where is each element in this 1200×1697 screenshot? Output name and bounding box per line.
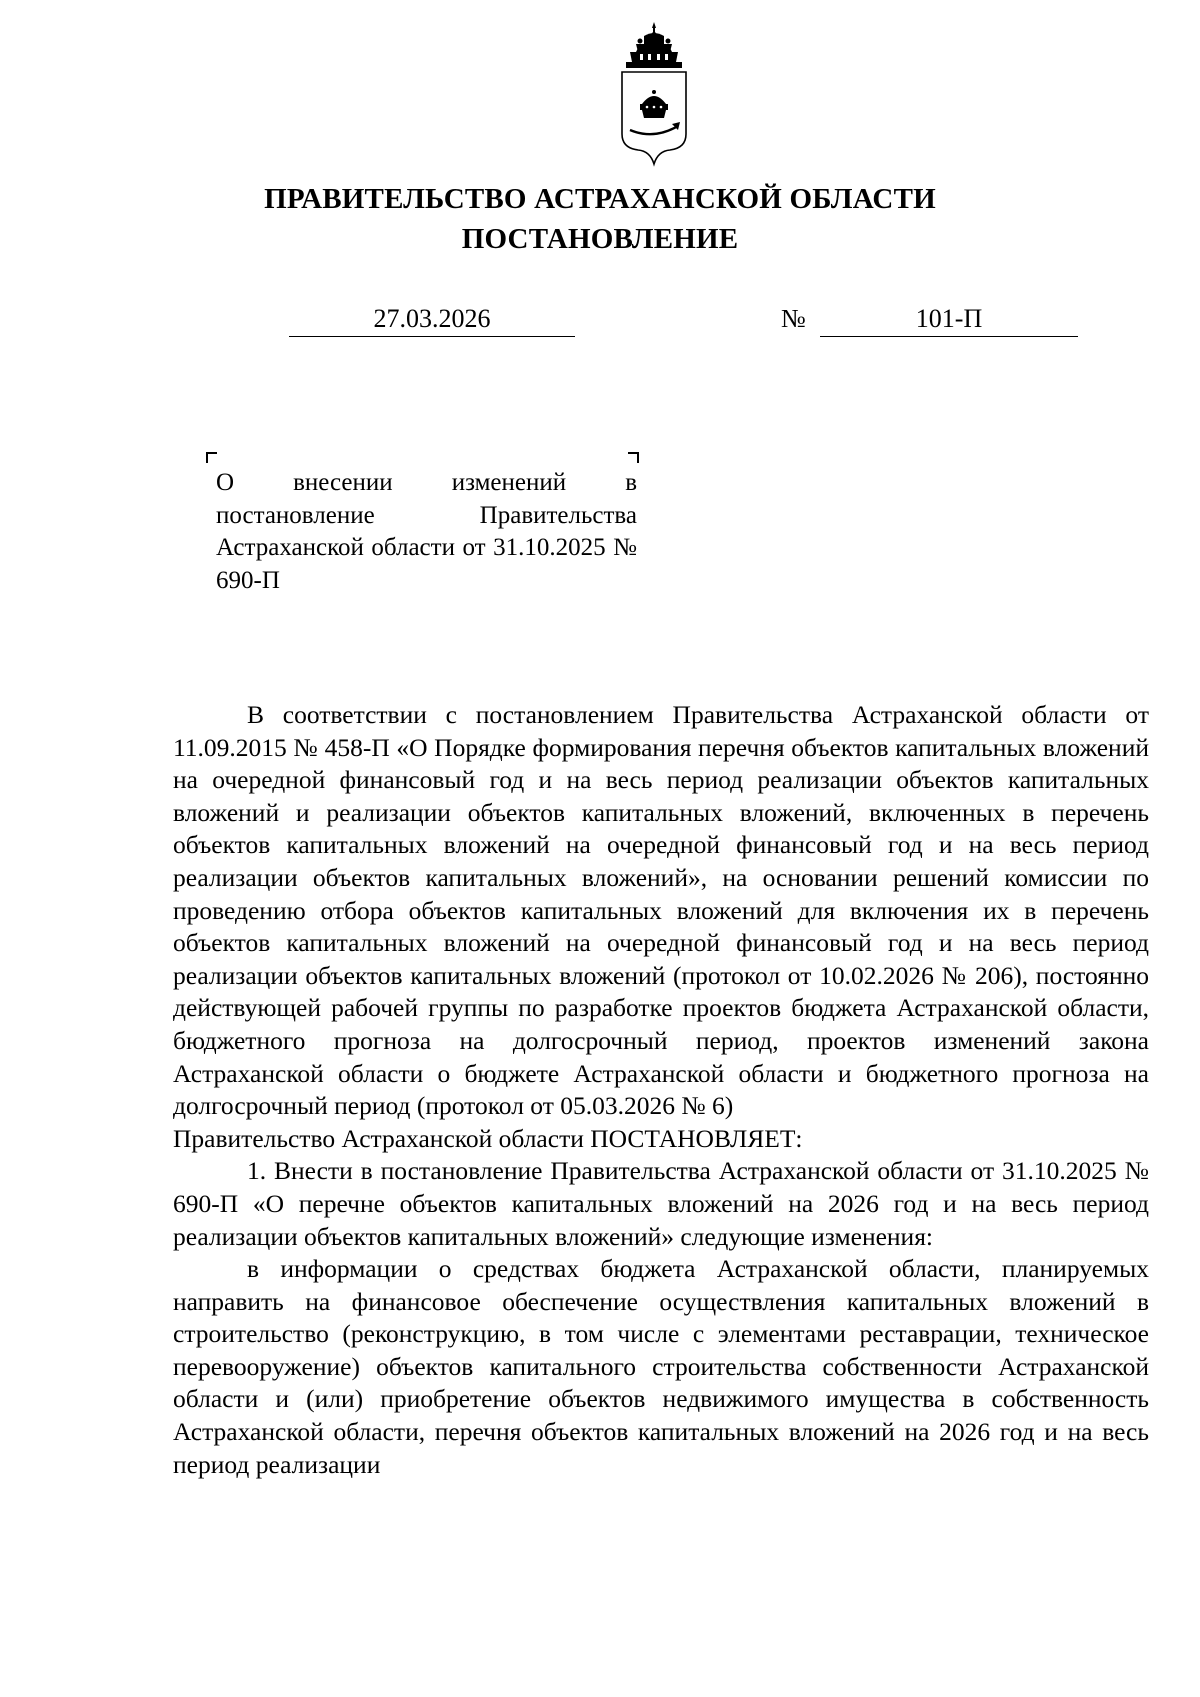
- subject-corner-right: [628, 452, 639, 463]
- coat-of-arms-icon: [614, 22, 694, 172]
- document-type-title: ПОСТАНОВЛЕНИЕ: [461, 223, 739, 255]
- number-sign: №: [781, 304, 806, 333]
- body-paragraph-3: 1. Внести в постановление Правительства Астраханской области от 31.10.2025 № 690-П «О перечне объектов капитальных вложений на 2026 год и на весь период реализации объектов капитальных вложений» следующие изменения:: [173, 1156, 1149, 1251]
- document-number: 101-П: [820, 304, 1078, 337]
- document-subject: О внесении изменений в постановление Правительства Астраханской области от 31.10.2025 № 690-П: [216, 469, 637, 594]
- document-date: 27.03.2026: [289, 304, 575, 337]
- body-paragraph-1: В соответствии с постановлением Правительства Астраханской области от 11.09.2015 № 458-П «О Порядке формирования перечня объектов капитальных вложений на очередной финансовый год и на весь период реализации объектов капитальных вложений и реализации объектов капитальных вложений, включенных в перечень объектов капитальных вложений на очередной финансовый год и на весь период реализации объектов капитальных вложений», на основании решений комиссии по проведению отбора объектов капитальных вложений для включения их в перечень объектов капитальных вложений на очередной финансовый год и на весь период реализации объектов капитальных вложений (протокол от 10.02.2026 № 206), постоянно действующей рабочей группы по разработке проектов бюджета Астраханской области, бюджетного прогноза на долгосрочный период, проектов изменений закона Астраханской области о бюджете Астраханской области и бюджетного прогноза на долгосрочный период (протокол от 05.03.2026 № 6): [173, 700, 1149, 1121]
- subject-corner-left: [206, 452, 217, 463]
- document-body: [173, 699, 1149, 1481]
- organization-title: ПРАВИТЕЛЬСТВО АСТРАХАНСКОЙ ОБЛАСТИ: [264, 183, 936, 215]
- body-paragraph-2: Правительство Астраханской области ПОСТАНОВЛЯЕТ:: [173, 1123, 803, 1153]
- body-paragraph-4: в информации о средствах бюджета Астраханской области, планируемых направить на финансовое обеспечение осуществления капитальных вложений в строительство (реконструкцию, в том числе с элементами реставрации, техническое перевооружение) объектов капитального строительства собственности Астраханской области и (или) приобретение объектов недвижимого имущества в собственность Астраханской области, перечня объектов капитальных вложений на 2026 год и на весь период реализации: [173, 1254, 1149, 1479]
